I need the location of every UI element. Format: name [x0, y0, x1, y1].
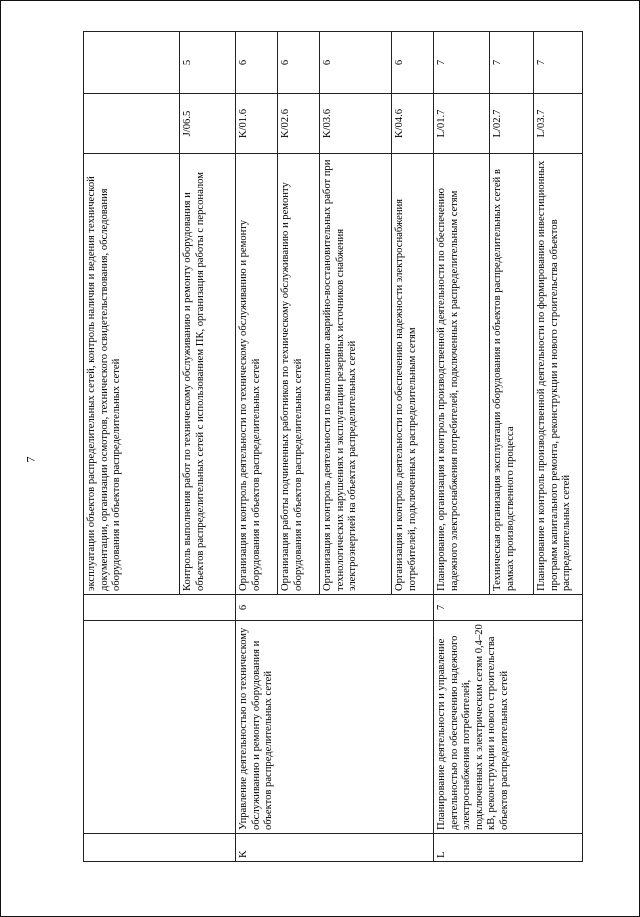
level-cell: 6 — [278, 32, 320, 94]
generalized-function-cell — [84, 621, 236, 834]
labor-function-cell: эксплуатации объектов распределительных сетей, контроль наличия и ведения технической документации, организации осмотров, технического освидетельствования, обследования оборудования и объектов распределительных сетей — [84, 154, 180, 595]
letter-cell: L — [434, 834, 583, 862]
table-row — [236, 32, 278, 862]
group-level-cell — [84, 595, 236, 621]
labor-function-cell: Организация и контроль деятельности по обеспечению надежности электроснабжения потребителей, подключенных к распределительным сетям — [392, 154, 434, 595]
code-cell: L/03.7 — [534, 94, 583, 154]
labor-function-cell: Организация и контроль деятельности по техническому обслуживанию и ремонту оборудования и объектов распределительных сетей — [236, 154, 278, 595]
page-number: 7 — [23, 456, 38, 463]
level-cell: 7 — [490, 32, 534, 94]
code-cell: K/02.6 — [278, 94, 320, 154]
rotated-page-content — [83, 32, 573, 862]
generalized-function-cell: Планирование деятельности и управление деятельностью по обеспечению надежного электроснабжения потребителей, подключенных к электрическим сетям 0,4–20 кВ, реконструкции и нового строительства объектов распределительных сетей — [434, 621, 583, 834]
labor-function-cell: Организация работы подчиненных работников по техническому обслуживанию и ремонту оборудования и объектов распределительных сетей — [278, 154, 320, 595]
labor-function-cell: Контроль выполнения работ по техническому обслуживанию и ремонту оборудования и объектов распределительных сетей с использованием ПК, организация работы с персоналом — [180, 154, 236, 595]
level-cell: 7 — [534, 32, 583, 94]
level-cell: 6 — [236, 32, 278, 94]
code-cell: K/04.6 — [392, 94, 434, 154]
level-cell: 5 — [180, 32, 236, 94]
table-row — [84, 32, 180, 862]
level-cell: 6 — [320, 32, 392, 94]
group-level-cell: 6 — [236, 595, 434, 621]
labor-function-cell: Планирование, организация и контроль производственной деятельности по обеспечению надежного электроснабжения потребителей, подключенных к распределительным сетям — [434, 154, 490, 595]
code-cell: K/01.6 — [236, 94, 278, 154]
table-row — [434, 32, 490, 862]
generalized-function-cell: Управление деятельностью по техническому обслуживанию и ремонту оборудования и объектов распределительных сетей — [236, 621, 434, 834]
code-cell: L/02.7 — [490, 94, 534, 154]
level-cell: 6 — [392, 32, 434, 94]
code-cell: J/06.5 — [180, 94, 236, 154]
group-level-cell: 7 — [434, 595, 583, 621]
level-cell — [84, 32, 180, 94]
functions-table — [83, 31, 583, 862]
labor-function-cell: Организация и контроль деятельности по выполнению аварийно-восстановительных работ при технологических нарушениях и эксплуатации резервных источников снабжения электроэнергией на объектах распределительных сетей — [320, 154, 392, 595]
labor-function-cell: Планирование и контроль производственной деятельности по формированию инвестиционных программ капитального ремонта, реконструкции и нового строительства объектов распределительных сетей — [534, 154, 583, 595]
labor-function-cell: Техническая организация эксплуатации оборудования и объектов распределительных сетей в рамках производственного процесса — [490, 154, 534, 595]
code-cell: L/01.7 — [434, 94, 490, 154]
code-cell: K/03.6 — [320, 94, 392, 154]
code-cell — [84, 94, 180, 154]
letter-cell: K — [236, 834, 434, 862]
letter-cell — [84, 834, 236, 862]
level-cell: 7 — [434, 32, 490, 94]
